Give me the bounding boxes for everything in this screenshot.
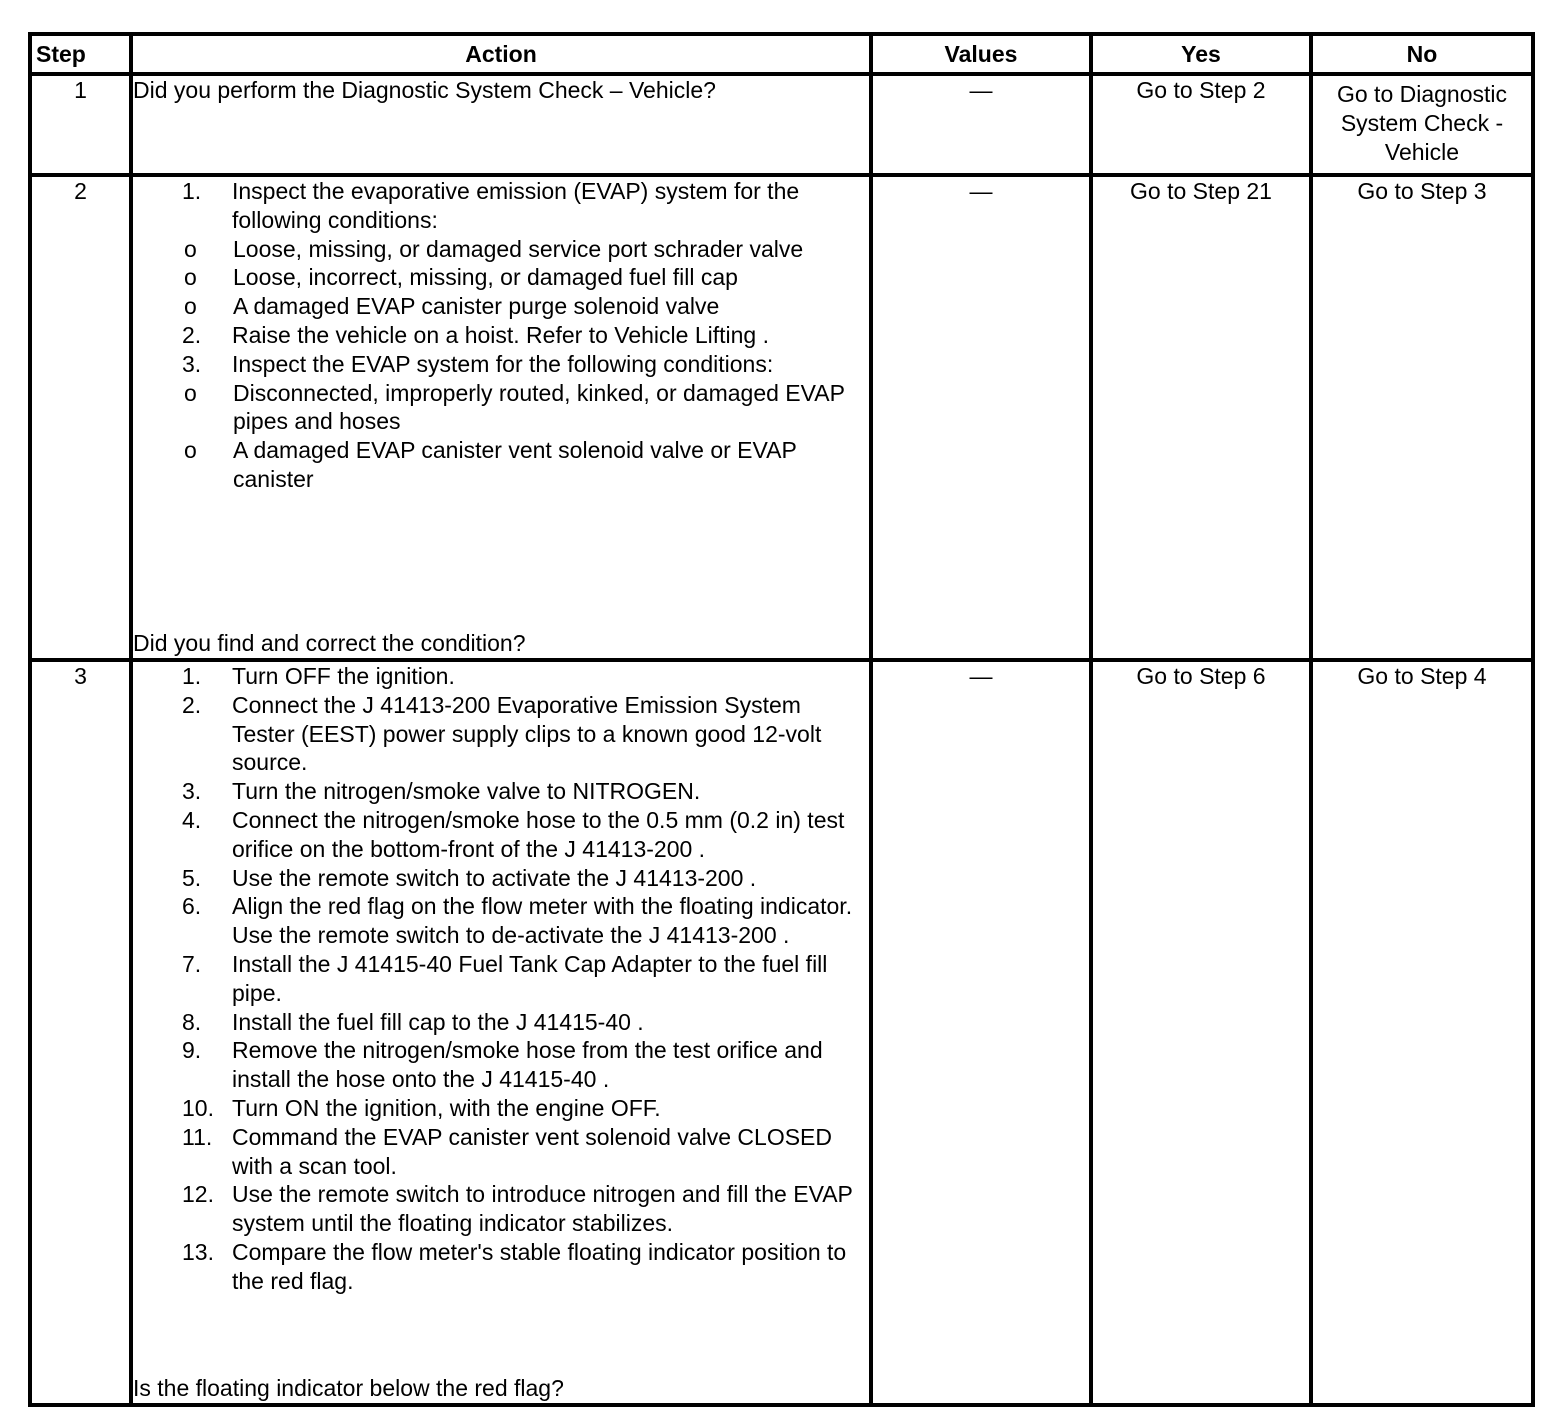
header-row: [30, 34, 1533, 74]
step-index: 1.: [182, 178, 202, 204]
step-index: 9.: [182, 1037, 202, 1064]
bullet-icon: o: [184, 293, 197, 320]
header-action: Action: [131, 34, 871, 74]
list-item: [133, 263, 869, 292]
step-text: Align the red flag on the flow meter with the floating indicator. Use the remote switch to de-activate the J 41413-200 .: [232, 893, 853, 949]
sub-list: [133, 379, 869, 494]
step-text: Compare the flow meter's stable floating indicator position to the red flag.: [232, 1238, 847, 1294]
no-cell: Go to Step 3: [1311, 175, 1533, 660]
step-text: Connect the nitrogen/smoke hose to the 0.5 mm (0.2 in) test orifice on the bottom-front of the J 41413-200 .: [232, 806, 845, 862]
list-item: [133, 892, 869, 950]
yes-cell: Go to Step 6: [1091, 660, 1311, 1405]
sub-text: Disconnected, improperly routed, kinked, or damaged EVAP pipes and hoses: [233, 379, 845, 435]
list-item: [133, 379, 869, 437]
list-item: [133, 1094, 869, 1123]
step-index: 3.: [182, 350, 202, 377]
action-question: Is the floating indicator below the red flag?: [133, 1375, 564, 1402]
step-index: 1.: [182, 663, 202, 689]
table-row: [30, 660, 1533, 1405]
step-text: Turn OFF the ignition.: [232, 663, 455, 689]
diagnostic-table: [28, 32, 1535, 1407]
no-cell: Go to Step 4: [1311, 660, 1533, 1405]
list-item: [133, 292, 869, 321]
value-cell: —: [871, 74, 1091, 175]
list-item: [133, 321, 869, 350]
step-index: 5.: [182, 864, 202, 891]
step-index: 11.: [182, 1123, 213, 1150]
step-text: Raise the vehicle on a hoist. Refer to Vehicle Lifting .: [232, 321, 769, 348]
action-cell: [131, 660, 871, 1405]
no-cell: Go to Diagnostic System Check - Vehicle: [1311, 74, 1533, 175]
step-index: 2.: [182, 691, 202, 718]
step-text: Connect the J 41413-200 Evaporative Emission System Tester (EEST) power supply clips to a known good 12-volt source.: [232, 691, 822, 776]
yes-cell: Go to Step 21: [1091, 175, 1311, 660]
sub-text: A damaged EVAP canister vent solenoid valve or EVAP canister: [233, 437, 797, 492]
sub-text: Loose, incorrect, missing, or damaged fuel fill cap: [233, 264, 738, 291]
sub-text: Loose, missing, or damaged service port schrader valve: [233, 235, 804, 262]
step-number: 1: [30, 74, 131, 175]
list-item: [133, 1123, 869, 1181]
action-question: Did you find and correct the condition?: [133, 630, 526, 657]
step-index: 6.: [182, 893, 202, 920]
bullet-icon: o: [184, 379, 197, 406]
sub-list: [133, 235, 869, 321]
list-item: [133, 177, 869, 321]
list-item: [133, 864, 869, 893]
list-item: [133, 950, 869, 1008]
step-text: Use the remote switch to activate the J 41413-200 .: [232, 864, 757, 891]
step-index: 8.: [182, 1008, 202, 1035]
step-text: Remove the nitrogen/smoke hose from the test orifice and install the hose onto the J 41415-40 .: [232, 1037, 823, 1093]
step-text: Use the remote switch to introduce nitrogen and fill the EVAP system until the floating indicator stabilizes.: [232, 1181, 853, 1237]
step-text: Turn ON the ignition, with the engine OFF.: [232, 1094, 661, 1121]
step-index: 7.: [182, 950, 202, 977]
step-index: 13.: [182, 1238, 214, 1265]
header-values: Values: [871, 34, 1091, 74]
step-text: Turn the nitrogen/smoke valve to NITROGEN.: [232, 778, 701, 805]
bullet-icon: o: [184, 264, 197, 291]
step-index: 3.: [182, 778, 202, 805]
step-text: Command the EVAP canister vent solenoid valve CLOSED with a scan tool.: [232, 1123, 832, 1179]
step-number: 3: [30, 660, 131, 1405]
header-step: Step: [30, 34, 131, 74]
step-text: Install the fuel fill cap to the J 41415-40 .: [232, 1008, 644, 1035]
bullet-icon: o: [184, 235, 197, 262]
step-index: 2.: [182, 321, 202, 348]
list-item: [133, 1008, 869, 1037]
sub-text: A damaged EVAP canister purge solenoid valve: [233, 293, 720, 320]
value-cell: —: [871, 175, 1091, 660]
header-yes: Yes: [1091, 34, 1311, 74]
list-item: [133, 806, 869, 864]
step-text: Inspect the EVAP system for the following conditions:: [232, 350, 774, 377]
list-item: [133, 1238, 869, 1296]
list-item: [133, 350, 869, 494]
list-item: [133, 777, 869, 806]
action-steps: [133, 662, 869, 1296]
list-item: [133, 691, 869, 777]
yes-cell: Go to Step 2: [1091, 74, 1311, 175]
list-item: [133, 1180, 869, 1238]
list-item: [133, 235, 869, 264]
bullet-icon: o: [184, 437, 197, 464]
step-number: 2: [30, 175, 131, 660]
step-text: Install the J 41415-40 Fuel Tank Cap Adapter to the fuel fill pipe.: [232, 950, 828, 1006]
list-item: [133, 1036, 869, 1094]
step-index: 12.: [182, 1181, 214, 1208]
list-item: [133, 662, 869, 691]
table-row: [30, 74, 1533, 175]
value-cell: —: [871, 660, 1091, 1405]
action-question: Did you perform the Diagnostic System Check – Vehicle?: [133, 77, 716, 103]
action-cell: [131, 74, 871, 175]
action-steps: [133, 177, 869, 494]
table-row: [30, 175, 1533, 660]
step-index: 10.: [182, 1094, 214, 1121]
step-index: 4.: [182, 806, 202, 833]
list-item: [133, 436, 869, 494]
header-no: No: [1311, 34, 1533, 74]
step-text: Inspect the evaporative emission (EVAP) system for the following conditions:: [232, 178, 800, 233]
action-cell: [131, 175, 871, 660]
